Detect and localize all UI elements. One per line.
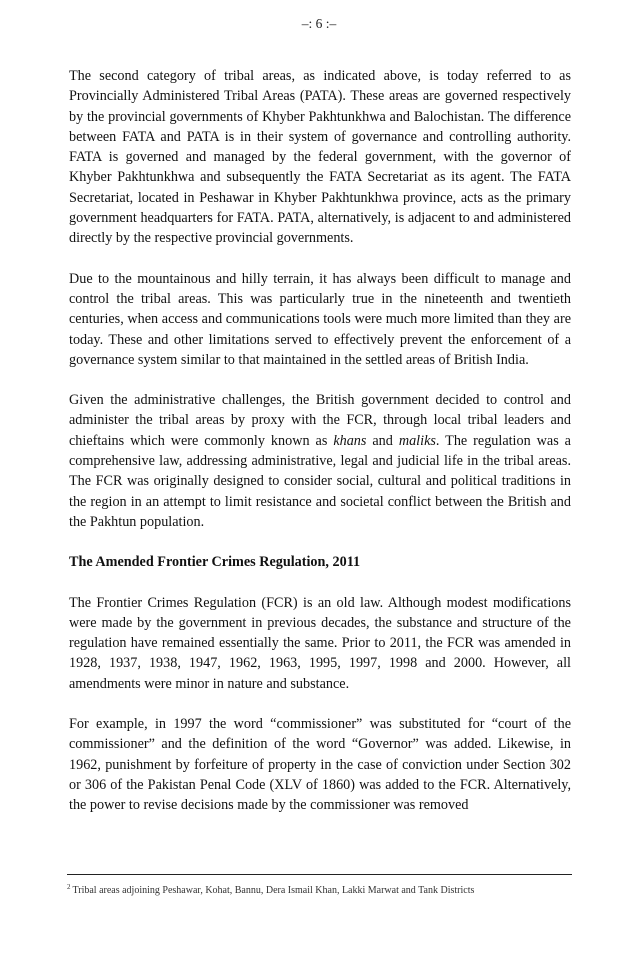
paragraph-terrain: Due to the mountainous and hilly terrain, it has always been difficult to manage and control the tribal areas. This was particularly true in the nineteenth and twentieth centuries, when access and communications tools were much more limited than they are today. These and other limitations served to effectively prevent the enforcement of a governance system similar to that maintained in the settled areas of British India.: [69, 270, 571, 368]
paragraph-gap: [69, 370, 571, 390]
paragraph-british-administration: [69, 390, 571, 532]
section-heading: The Amended Frontier Crimes Regulation, 2011: [69, 554, 361, 571]
footnote-text: Tribal areas adjoining Peshawar, Kohat, Bannu, Dera Ismail Khan, Lakki Marwat and Tank Districts: [72, 885, 475, 896]
body-content: [69, 66, 571, 816]
paragraph-fcr-example: For example, in 1997 the word “commissioner” was substituted for “court of the commissioner” and the definition of the word “Governor” was added. Likewise, in 1962, punishment by forfeiture of property in the case of conviction under Section 302 or 306 of the Pakistan Penal Code (XLV of 1860) was added to the FCR. Alternatively, the power to revise decisions made by the commissioner was removed: [69, 716, 571, 814]
italic-term-khans: khans: [333, 432, 367, 449]
paragraph-text: Given the administrative challenges, the British government decided to control and administer the tribal areas by proxy with the FCR, through local tribal leaders and chieftains which were commonly known as: [69, 392, 571, 449]
footnote-divider: [67, 874, 572, 875]
paragraph-gap: [69, 694, 571, 714]
paragraph-text: and: [366, 432, 399, 449]
page-number: –: 6 :–: [301, 16, 337, 31]
paragraph-fcr-overview: The Frontier Crimes Regulation (FCR) is an old law. Although modest modifications were made by the government in previous decades, the substance and structure of the regulation have remained essentially the same. Prior to 2011, the FCR was amended in 1928, 1937, 1938, 1947, 1962, 1963, 1995, 1997, 1998 and 2000. However, all amendments were minor in nature and substance.: [69, 594, 571, 692]
paragraph-gap: [69, 532, 571, 552]
paragraph-text: . The regulation was a comprehensive law, addressing administrative, legal and judicial life in the tribal areas. The FCR was originally designed to consider social, cultural and political traditions in the region in an attempt to limit resistance and societal conflict between the British and the Pakhtun population.: [69, 432, 571, 530]
paragraph-gap: [69, 249, 571, 269]
footnote: [67, 881, 577, 897]
paragraph-gap: [69, 573, 571, 593]
footnote-marker: 2: [67, 883, 71, 891]
italic-term-maliks: maliks: [398, 432, 436, 449]
paragraph-pata: The second category of tribal areas, as indicated above, is today referred to as Provincially Administered Tribal Areas (PATA). These areas are governed respectively by the provincial governments of Khyber Pakhtunkhwa and Balochistan. The difference between FATA and PATA is in their system of governance and controlling authority. FATA is governed and managed by the federal government, with the governor of Khyber Pakhtunkhwa and subsequently the FATA Secretariat as its agent. The FATA Secretariat, located in Peshawar in Khyber Pakhtunkhwa province, acts as the primary government headquarters for FATA. PATA, alternatively, is adjacent to and administered directly by the respective provincial governments.: [69, 68, 571, 247]
